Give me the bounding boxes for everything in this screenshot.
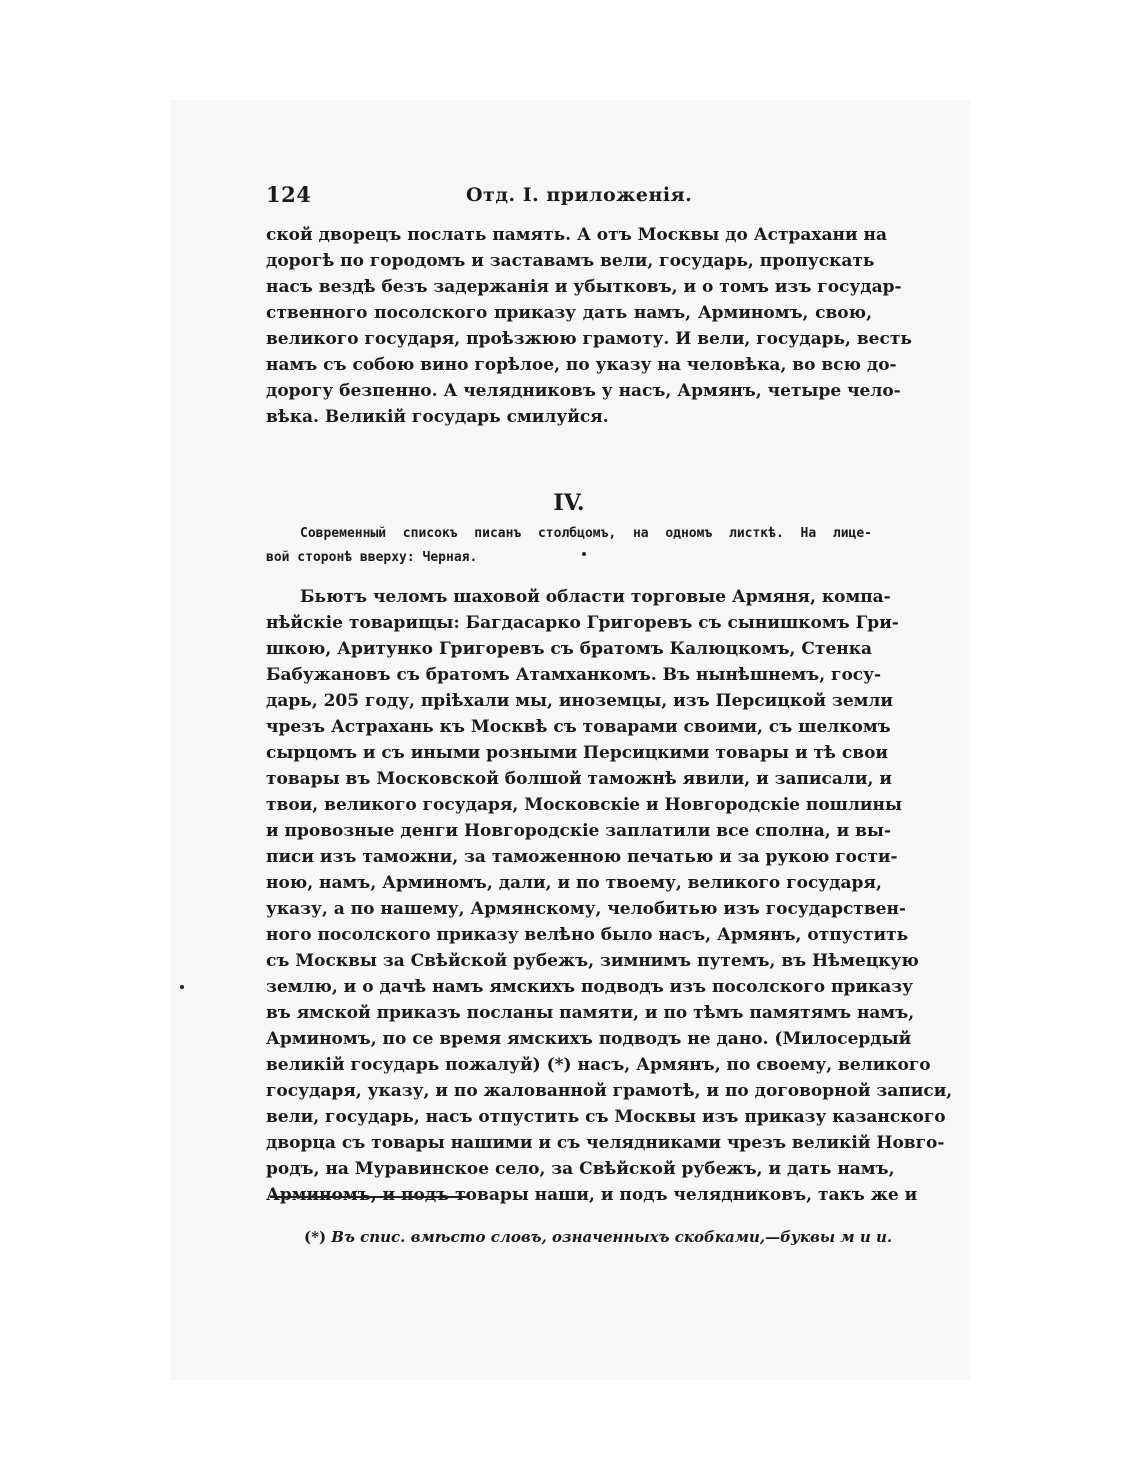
text-line: и провозные денги Новгородскіе заплатили все сполна, и вы- [266,821,892,841]
text-line: великій государь пожалуй) (*) насъ, Армянъ, по своему, великого [266,1055,931,1075]
text-line: Арминомъ, и подъ товары наши, и подъ челядниковъ, такъ же и [266,1185,918,1205]
text-line: въ ямской приказъ посланы памяти, и по тѣмъ памятямъ намъ, [266,1003,915,1023]
text-line: твои, великого государя, Московскіе и Новгородскіе пошлины [266,795,903,815]
text-line: дарь, 205 году, пріѣхали мы, иноземцы, изъ Персицкой земли [266,691,893,711]
text-line: нѣйскіе товарищы: Багдасарко Григоревъ съ сынишкомъ Гри- [266,613,899,633]
footnote [304,1228,892,1246]
running-head: Отд. I. приложенія. [466,184,693,206]
text-line: шкою, Аритунко Григоревъ съ братомъ Калюцкомъ, Стенка [266,639,872,659]
text-line: дорогу безпенно. А челядниковъ у насъ, Армянъ, четыре чело- [266,381,901,401]
text-line: ской дворецъ послать память. А отъ Москвы до Астрахани на [266,225,887,245]
text-line: ственного посолского приказу дать намъ, Арминомъ, свою, [266,303,872,323]
section-numeral: IV. [553,490,585,516]
print-speck [582,552,586,556]
text-line: Бабужановъ съ братомъ Атамханкомъ. Въ нынѣшнемъ, госу- [266,665,882,685]
text-line: Бьютъ челомъ шаховой области торговые Армяня, компа- [300,587,891,607]
text-line: государя, указу, и по жалованной грамотѣ, и по договорной записи, [266,1081,953,1101]
paragraph-continued [266,222,912,430]
text-line: дворца съ товары нашими и съ челядниками чрезъ великій Новго- [266,1133,945,1153]
page-header [266,182,872,222]
footnote-mark: (*) [304,1228,327,1246]
footnote-text: Въ спис. вмѣсто словъ, означенныхъ скобками,—буквы м и и. [331,1228,893,1246]
text-line: чрезъ Астрахань къ Москвѣ съ товарами своими, съ шелкомъ [266,717,891,737]
note-line: Современный списокъ писанъ столбцомъ, на одномъ листкѣ. На лице- [300,526,872,541]
text-line: Арминомъ, по се время ямскихъ подводъ не дано. (Милосердый [266,1029,912,1049]
print-speck [180,985,184,989]
text-line: писи изъ таможни, за таможенною печатью и за рукою гости- [266,847,898,867]
text-line: намъ съ собою вино горѣлое, по указу на человѣка, во всю до- [266,355,897,375]
footnote-rule [270,1196,470,1198]
text-line: ною, намъ, Арминомъ, дали, и по твоему, великого государя, [266,873,882,893]
text-line: дорогѣ по городомъ и заставамъ вели, государь, пропускать [266,251,875,271]
text-line: насъ вездѣ безъ задержанія и убытковъ, и о томъ изъ государ- [266,277,902,297]
note-line: вой сторонѣ вверху: Черная. [266,550,478,565]
text-line: указу, а по нашему, Армянскому, челобитью изъ государствен- [266,899,906,919]
page-number: 124 [266,182,312,207]
source-note [266,522,872,570]
text-line: съ Москвы за Свѣйской рубежъ, зимнимъ путемъ, въ Нѣмецкую [266,951,919,971]
text-line: великого государя, проѣзжюю грамоту. И вели, государь, весть [266,329,912,349]
text-line: товары въ Московской болшой таможнѣ явили, и записали, и [266,769,892,789]
text-line: сырцомъ и съ иными розными Персицкими товары и тѣ свои [266,743,889,763]
document-body [266,584,953,1208]
text-line: ного посолского приказу велѣно было насъ, Армянъ, отпустить [266,925,909,945]
text-line: землю, и о дачѣ намъ ямскихъ подводъ изъ посолского приказу [266,977,914,997]
text-line: вели, государь, насъ отпустить съ Москвы изъ приказу казанского [266,1107,946,1127]
text-line: вѣка. Великій государь смилуйся. [266,407,609,427]
text-line: родъ, на Муравинское село, за Свѣйской рубежъ, и дать намъ, [266,1159,895,1179]
page-content [266,182,953,1208]
